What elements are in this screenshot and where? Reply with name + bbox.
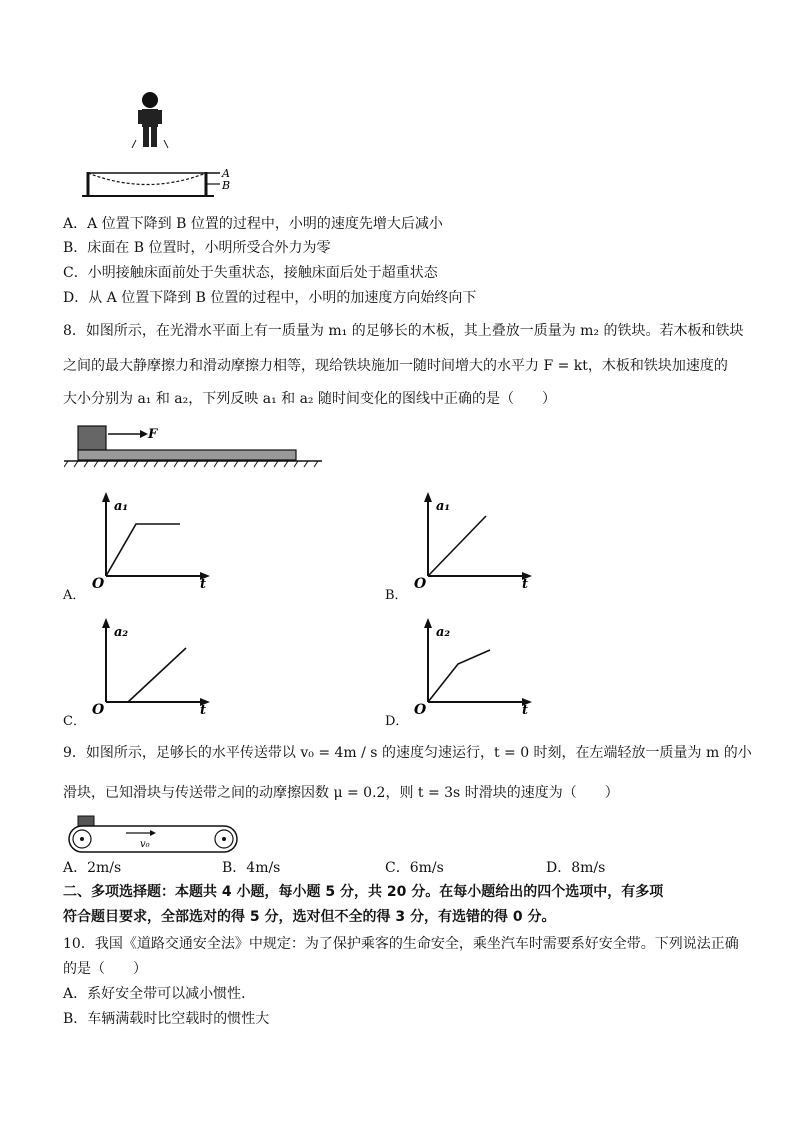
q10-line-2: 的是（ ） — [63, 961, 147, 977]
force-label: F — [148, 427, 158, 442]
q7-option-d: D．从 A 位置下降到 B 位置的过程中，小明的加速度方向始终向下 — [63, 290, 477, 306]
graph-d-origin: O — [414, 702, 427, 716]
block-board-figure — [64, 420, 326, 470]
q10-option-a: A．系好安全带可以减小惯性． — [63, 986, 256, 1002]
label-a: A — [222, 167, 230, 180]
graph-d-ylabel: a₂ — [436, 625, 451, 640]
graph-d-option: D． — [385, 714, 409, 729]
q7-option-c: C．小明接触床面前处于失重状态，接触床面后处于超重状态 — [63, 265, 438, 281]
q9-line-1: 9．如图所示，足够长的水平传送带以 v₀ = 4m / s 的速度匀速运行，t = 0 时刻，在左端轻放一质量为 m 的小 — [63, 745, 752, 761]
graph-a-option: A． — [63, 588, 86, 603]
graph-c — [90, 616, 220, 716]
q9-option-b: B．4m/s — [222, 860, 281, 876]
graph-b-option: B． — [385, 588, 408, 603]
graph-c-option: C． — [63, 714, 86, 729]
q9-line-2: 滑块，已知滑块与传送带之间的动摩擦因数 μ = 0.2，则 t = 3s 时滑块的速度为（ ） — [63, 785, 619, 801]
graph-a — [90, 490, 220, 590]
section-2-heading-line-2: 符合题目要求，全部选对的得 5 分，选对但不全的得 3 分，有选错的得 0 分。 — [63, 909, 556, 925]
graph-b — [412, 490, 542, 590]
graph-d-xlabel: t — [522, 703, 529, 716]
q8-line-1: 8．如图所示，在光滑水平面上有一质量为 m₁ 的足够长的木板，其上叠放一质量为 m₂ 的铁块。若木板和铁块 — [63, 323, 744, 339]
q10-option-b: B．车辆满载时比空载时的惯性大 — [63, 1011, 270, 1027]
graph-b-xlabel: t — [522, 577, 529, 590]
q7-option-b: B．床面在 B 位置时，小明所受合外力为零 — [63, 240, 331, 256]
graph-c-xlabel: t — [200, 703, 207, 716]
q7-option-a: A．A 位置下降到 B 位置的过程中，小明的速度先增大后减小 — [63, 216, 443, 232]
label-b: B — [222, 179, 231, 192]
graph-a-origin: O — [92, 576, 105, 590]
conveyor-belt-figure — [66, 814, 242, 854]
trampoline-figure — [80, 88, 240, 200]
q8-line-3: 大小分别为 a₁ 和 a₂，下列反映 a₁ 和 a₂ 随时间变化的图线中正确的是（ ） — [63, 391, 556, 407]
graph-a-xlabel: t — [200, 577, 207, 590]
graph-d — [412, 616, 542, 716]
q9-option-a: A．2m/s — [63, 860, 122, 876]
graph-b-ylabel: a₁ — [436, 499, 451, 514]
q10-line-1: 10．我国《道路交通安全法》中规定：为了保护乘客的生命安全，乘坐汽车时需要系好安全带。下列说法正确 — [63, 936, 739, 952]
graph-b-origin: O — [414, 576, 427, 590]
q9-option-d: D．8m/s — [546, 860, 606, 876]
graph-c-origin: O — [92, 702, 105, 716]
section-2-heading-line-1: 二、多项选择题：本题共 4 小题，每小题 5 分，共 20 分。在每小题给出的四个选项中，有多项 — [63, 884, 664, 900]
graph-a-ylabel: a₁ — [114, 499, 129, 514]
belt-velocity-label: v₀ — [140, 839, 150, 850]
q9-option-c: C．6m/s — [385, 860, 444, 876]
graph-c-ylabel: a₂ — [114, 625, 129, 640]
q8-line-2: 之间的最大静摩擦力和滑动摩擦力相等，现给铁块施加一随时间增大的水平力 F = kt，木板和铁块加速度的 — [63, 358, 728, 374]
